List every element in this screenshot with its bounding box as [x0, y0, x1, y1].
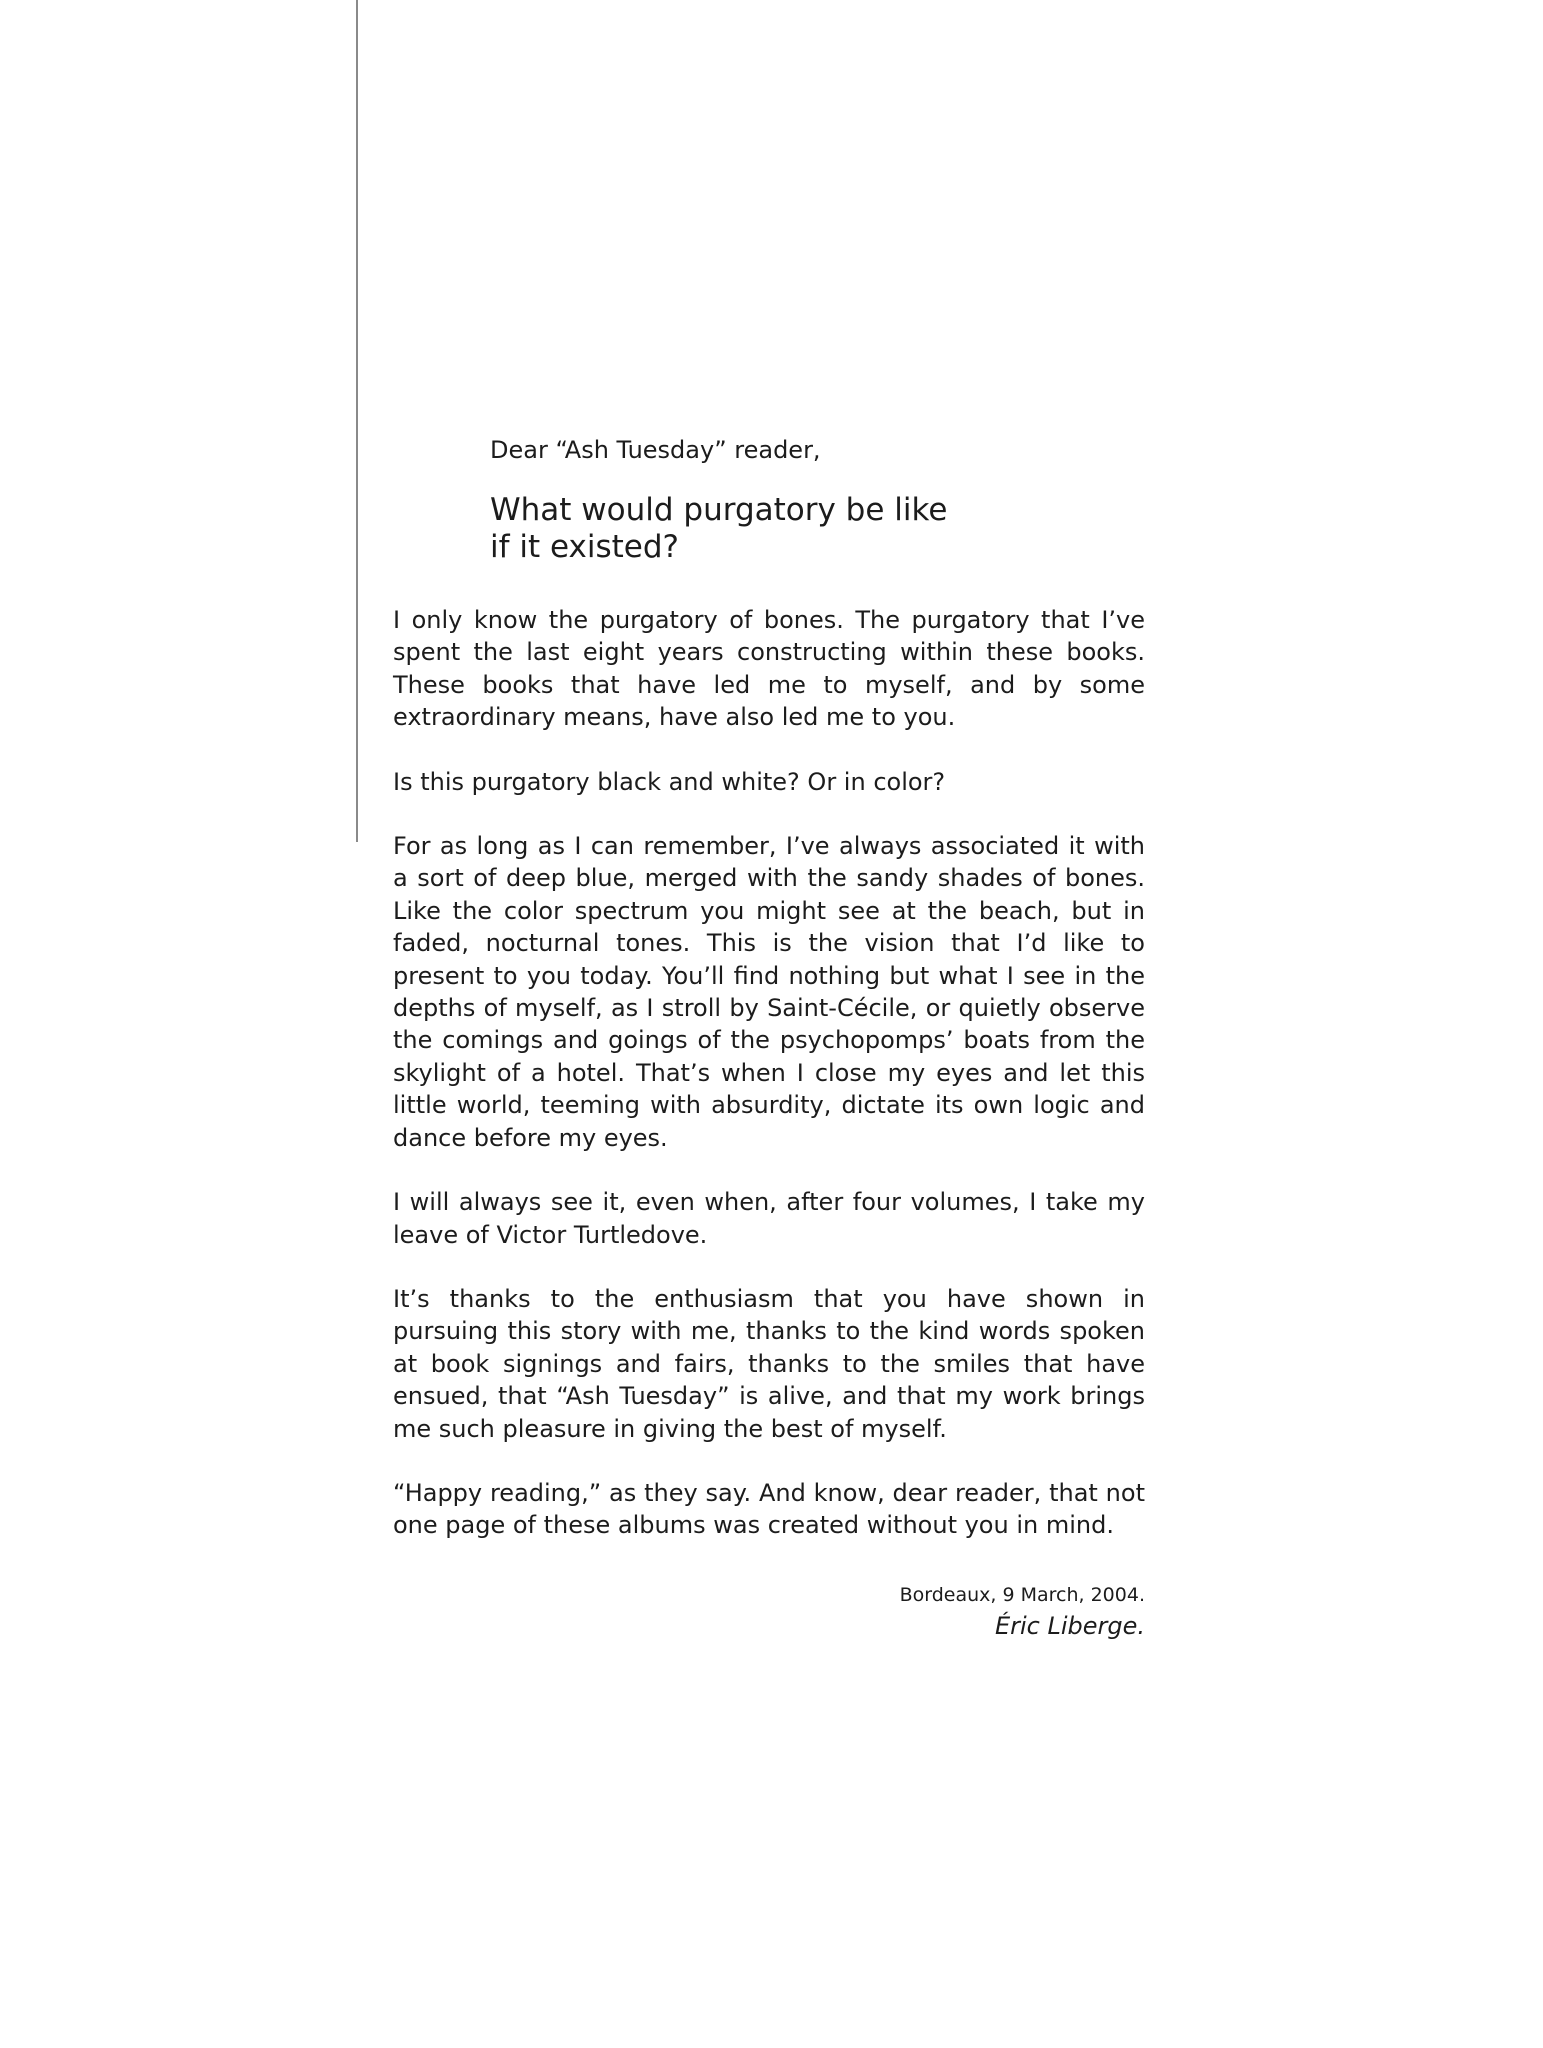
headline-line-1: What would purgatory be like	[490, 492, 948, 528]
signoff	[393, 1580, 1145, 1642]
headline	[490, 492, 1145, 566]
headline-line-2: if it existed?	[490, 529, 679, 565]
author-signature: Éric Liberge.	[994, 1611, 1145, 1640]
paragraph: I only know the purgatory of bones. The purgatory that I’ve spent the last eight years constructing within these books. These books that have led me to myself, and by some extraordinary means, have also led me to you.	[393, 606, 1145, 732]
margin-rule	[356, 0, 358, 842]
paragraph: Is this purgatory black and white? Or in color?	[393, 767, 946, 796]
paragraph: “Happy reading,” as they say. And know, dear reader, that not one page of these albums was created without you in mind.	[393, 1478, 1145, 1540]
letter	[393, 428, 1145, 1642]
place-date: Bordeaux, 9 March, 2004.	[899, 1583, 1145, 1606]
salutation: Dear “Ash Tuesday” reader,	[490, 436, 821, 464]
paragraph: It’s thanks to the enthusiasm that you have shown in pursuing this story with me, thanks to the kind words spoken at book signings and fairs, thanks to the smiles that have ensued, that “Ash Tuesday” is alive, and that my work brings me such pleasure in giving the best of myself.	[393, 1284, 1145, 1443]
paragraph: For as long as I can remember, I’ve always associated it with a sort of deep blue, merged with the sandy shades of bones. Like the color spectrum you might see at the beach, but in faded, nocturnal tones. This is the vision that I’d like to present to you today. You’ll find nothing but what I see in the depths of myself, as I stroll by Saint-Cécile, or quietly observe the comings and goings of the psychopomps’ boats from the skylight of a hotel. That’s when I close my eyes and let this little world, teeming with absurdity, dictate its own logic and dance before my eyes.	[393, 832, 1145, 1152]
paragraph: I will always see it, even when, after four volumes, I take my leave of Victor Turtledove.	[393, 1188, 1145, 1249]
